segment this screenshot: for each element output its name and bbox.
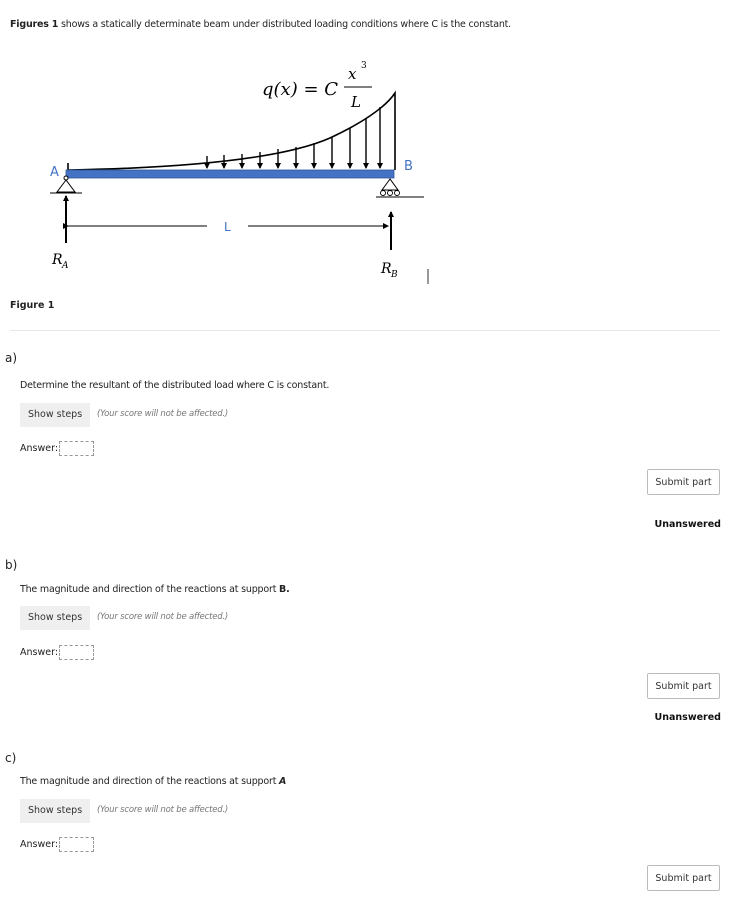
part-b-question	[20, 584, 290, 595]
part-b-status: Unanswered	[654, 712, 721, 723]
load-equation-denominator: L	[351, 93, 361, 111]
part-b-show-steps-button[interactable]: Show steps	[20, 606, 90, 630]
part-b-steps-note: (Your score will not be affected.)	[97, 612, 229, 622]
part-c-answer-input[interactable]	[59, 837, 94, 852]
part-b-answer-label: Answer:	[20, 647, 59, 658]
problem-statement-text: shows a statically determinate beam under distributed loading conditions where C is the constant.	[58, 19, 512, 30]
label-a: A	[50, 165, 59, 180]
reaction-label-b: R	[381, 261, 392, 277]
part-b-label: b)	[5, 558, 18, 572]
part-b-answer-input[interactable]	[59, 645, 94, 660]
load-curve	[68, 93, 395, 170]
part-c-question	[20, 776, 286, 787]
label-b: B	[404, 159, 413, 174]
reaction-label-b-sub: B	[391, 270, 398, 280]
part-b-question-support: B.	[279, 584, 290, 595]
part-b-question-text: The magnitude and direction of the reactions at support	[20, 584, 280, 595]
part-a-status: Unanswered	[654, 519, 721, 530]
load-equation-numerator: x	[348, 65, 357, 83]
roller-support-b	[376, 179, 424, 197]
problem-statement	[10, 19, 511, 30]
load-equation-exponent: 3	[361, 61, 367, 71]
part-c-steps-note: (Your score will not be affected.)	[97, 805, 229, 815]
beam	[66, 170, 394, 178]
figure-caption: Figure 1	[10, 300, 55, 311]
part-a-answer-label: Answer:	[20, 443, 59, 454]
reaction-label-a: R	[52, 252, 63, 268]
part-a-answer-input[interactable]	[59, 441, 94, 456]
part-c-answer-label: Answer:	[20, 839, 59, 850]
part-c-show-steps-button[interactable]: Show steps	[20, 799, 90, 823]
load-equation-lhs: q(x) = C	[262, 79, 339, 100]
part-a-submit-button[interactable]: Submit part	[647, 469, 720, 495]
problem-statement-bold: Figures 1	[10, 19, 59, 30]
part-c-submit-button[interactable]: Submit part	[647, 865, 720, 891]
part-c-question-support: A	[279, 776, 287, 787]
part-b-submit-button[interactable]: Submit part	[647, 673, 720, 699]
load-arrows	[207, 107, 380, 168]
part-a-show-steps-button[interactable]: Show steps	[20, 403, 90, 427]
part-a-steps-note: (Your score will not be affected.)	[97, 409, 229, 419]
part-a-label: a)	[5, 351, 18, 365]
part-a-question: Determine the resultant of the distributed load where C is constant.	[20, 380, 330, 391]
part-c-question-text: The magnitude and direction of the reactions at support	[20, 776, 280, 787]
reaction-label-a-sub: A	[62, 261, 69, 271]
length-label: L	[224, 220, 231, 234]
part-c-label: c)	[5, 751, 17, 765]
beam-figure	[0, 55, 740, 295]
section-divider	[10, 330, 720, 331]
